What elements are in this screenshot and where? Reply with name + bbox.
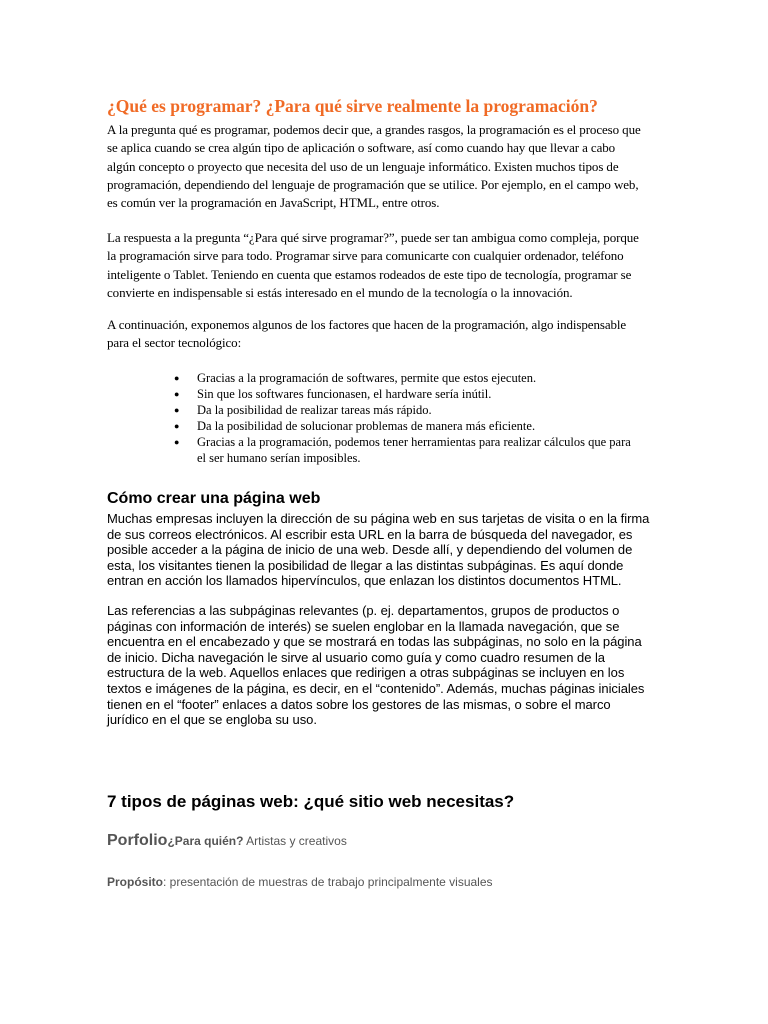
text-line: textos e imágenes de la página, es decir, en el “contenido”. Además, muchas páginas iniciales — [107, 680, 645, 696]
text-line: Muchas empresas incluyen la dirección de su página web en sus tarjetas de visita o en la firma — [107, 511, 650, 526]
list-item-text: Sin que los softwares funcionasen, el hardware sería inútil. — [197, 387, 492, 401]
list-item — [160, 386, 720, 402]
text-line: entran en acción los llamados hipervínculos, que enlazan los distintos documentos HTML. — [107, 573, 622, 589]
bullet-icon: ● — [174, 421, 180, 431]
text-line: se aplica cuando se crea algún tipo de aplicación o software, así como cuando hay que llevar a cabo — [107, 140, 616, 156]
list-item — [160, 402, 720, 418]
list-item — [160, 370, 720, 386]
paragraph-para-que-sirve — [107, 229, 639, 302]
text-line: inteligente o Tablet. Teniendo en cuenta que estamos rodeados de este tipo de tecnología, programar se — [107, 266, 632, 282]
text-line: tienen en el “footer” enlaces a datos sobre los gestores de las mismas, o sobre el marco — [107, 696, 611, 712]
text-line: páginas con información de interés) se suelen englobar en la llamada navegación, que se — [107, 618, 620, 634]
list-item-text: Da la posibilidad de realizar tareas más rápido. — [197, 403, 432, 417]
section-title-tipos-paginas: 7 tipos de páginas web: ¿qué sitio web necesitas? — [107, 792, 515, 811]
list-item — [160, 418, 720, 434]
text-line: algún concepto o proyecto que necesita del uso de un lenguaje informático. Existen muchos tipos de — [107, 158, 619, 174]
text-line: La respuesta a la pregunta “¿Para qué sirve programar?”, puede ser tan ambigua como compleja, porque — [107, 230, 639, 245]
list-item-text: el ser humano serían imposibles. — [197, 451, 361, 465]
text-line: encuentra en el encabezado y que se mostrará en todas las subpáginas, no solo en la página — [107, 634, 642, 650]
bullet-icon: ● — [174, 437, 180, 447]
text-line: la programación sirve para todo. Programar sirve para comunicarte con cualquier ordenador, teléfono — [107, 248, 624, 264]
for-whom-label: ¿Para quién? — [167, 834, 244, 848]
factor-list — [160, 370, 720, 466]
text-line: programación, dependiendo del lenguaje de programación que se utilice. Por ejemplo, en el campo web, — [107, 176, 639, 192]
text-line: esta, los visitantes tienen la posibilidad de llegar a las distintas subpáginas. Es aquí donde — [107, 557, 624, 573]
bullet-icon: ● — [174, 373, 180, 383]
bullet-icon: ● — [174, 389, 180, 399]
paragraph-crear-pagina — [107, 511, 649, 589]
text-line: de sus correos electrónicos. Al escribir esta URL en la barra de búsqueda del navegador, es — [107, 526, 633, 542]
paragraph-que-es-programar — [107, 121, 641, 212]
for-whom-value: Artistas y creativos — [243, 834, 347, 848]
text-line: convierte en indispensable si estás interesado en el mundo de la tecnología o la innovación. — [107, 284, 573, 300]
list-item — [160, 434, 720, 466]
text-line: es común ver la programación en JavaScript, HTML, entre otros. — [107, 195, 440, 211]
purpose-label: Propósito — [107, 875, 163, 889]
text-line: de inicio. Dicha navegación le sirve al usuario como guía y como cuadro resumen de la — [107, 649, 605, 665]
text-line: estructura de la web. Aquellos enlaces que redirigen a otras subpáginas se incluyen en los — [107, 665, 625, 681]
list-item-text: Gracias a la programación de softwares, permite que estos ejecuten. — [197, 371, 537, 385]
portfolio-heading — [107, 832, 347, 850]
list-item-text: Da la posibilidad de solucionar problemas de manera más eficiente. — [197, 419, 536, 433]
text-line: para el sector tecnológico: — [107, 335, 242, 351]
portfolio-label: Porfolio — [107, 832, 168, 849]
list-item-text: Gracias a la programación, podemos tener herramientas para realizar cálculos que para — [197, 435, 631, 449]
text-line: jurídico en el que se engloba su uso. — [107, 712, 317, 728]
paragraph-referencias — [107, 603, 644, 728]
text-line: A continuación, exponemos algunos de los factores que hacen de la programación, algo indispensable — [107, 317, 627, 332]
section-title-programar: ¿Qué es programar? ¿Para qué sirve realmente la programación? — [107, 96, 598, 116]
section-title-crear-pagina: Cómo crear una página web — [107, 490, 321, 507]
text-line: Las referencias a las subpáginas relevantes (p. ej. departamentos, grupos de productos o — [107, 603, 620, 618]
purpose-value: : presentación de muestras de trabajo principalmente visuales — [163, 875, 493, 889]
text-line: posible acceder a la página de inicio de una web. Desde allí, y dependiendo del volumen de — [107, 542, 633, 558]
text-line: A la pregunta qué es programar, podemos decir que, a grandes rasgos, la programación es el proceso que — [107, 122, 641, 137]
bullet-icon: ● — [174, 405, 180, 415]
purpose-line — [107, 875, 493, 889]
paragraph-factores — [107, 316, 626, 353]
